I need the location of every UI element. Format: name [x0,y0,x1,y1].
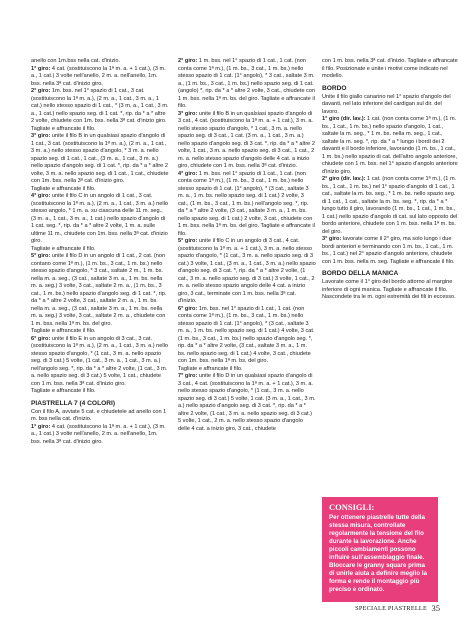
paragraph [322,236,460,266]
paragraph-text: anello con 1m.bss nella cat. d'inizio. [31,58,121,64]
section-label: SPECIALE PIASTRELLE [355,605,427,612]
page-footer [355,603,440,617]
paragraph-text: Tagliate e affrancate il filo. [31,185,96,192]
section-heading: PIASTRELLA 7 (4 COLORI) [31,399,116,407]
round-label: 5° giro: [178,238,198,244]
paragraph [31,246,169,254]
paragraph-text: 1m. bss. nel 1° spazio di 1 cat., 3 cat. (sostituiscono la 1ª m. a.), (2 m. a., 1 cat., 3 m. a., 1 cat.) nello stesso spazio di 1 cat., * (3 m. a., 1 cat., 3 m. a., 1 cat.) nello spazio seg. di 1 cat. *, rip. da * a * altre 2 volte, chiudete con 1m. bss. nella 3ª cat. d'inizio giro. [31,88,169,124]
tips-title: CONSIGLI: [329,502,375,512]
paragraph-text: unite il filo D in un qualsiasi spazio d'angolo di 3 cat., 4 cat. (sostituiscono la 1ª m. a. + 1 cat.), 3 m. a. nello stesso spazio d'angolo, * (1 cat., 3 m. a. nello spazio seg. di 3 cat.) 5 volte, 1 cat. (3 m. a., 1 cat., 3 m. a.) nello spazio d'angolo seg. di 3 cat. *, rip. da * a * altre 2 volte, (1 cat., 3 m. a. nello spazio seg. di 3 cat.) 5 volte, 1 cat., 2 m. a. nello stesso spazio d'angolo delle 4 cat. a inizio giro, 3 cat., chiudete [178,373,316,432]
paragraph [178,111,316,171]
paragraph [31,88,169,126]
round-label: 6° giro: [178,305,198,312]
text-column-3 [322,58,460,302]
round-label: 1° giro: [31,423,51,430]
paragraph [31,336,169,389]
paragraph-text: 1 m. bss. nel 1° spazio di 1 cat., 1 cat. (non conta come 1ª m.), (1 m. bs., 3 cat., 1 m. bs.) nello stesso spazio di 1 cat. (1° angolo), * 3 cat., saltate 3 m. a., (1 m. bs., 3 cat., 1 m. bs.) nello spazio seg. di 1 cat. (angolo) *, rip. da * a * altre 2 volte, 3 cat., chiudete con 1 m. bss. nella 1ª m. bs. del giro. Tagliate e affrancate il filo. [178,58,316,109]
round-label: 3° giro: [178,110,198,117]
paragraph-text: Tagliate e affrancate il filo. [178,365,243,372]
paragraph [178,238,316,306]
round-label: 3° giro: [322,236,342,242]
paragraph [31,133,169,186]
round-label: 6° giro: [31,335,51,342]
section-heading: BORDO [322,84,347,92]
paragraph-text: unite il filo C in un angolo di 3 cat., 4 cat. (sostituiscono la 1ª m. a. + 1 cat.), 3 m. a. nello stesso spazio d'angolo, * (1 cat., 3 m. a. nello spazio seg. di 3 cat.) 3 volte, 1 cat., (3 m. a., 1 cat., 3 m. a.) nello spazio d'angolo seg. di 3 cat. *, rip. da * a * altre 2 volte, (1 cat., 3 m. a. nello spazio seg. di 3 cat.) 3 volte, 1 cat., 2 m. a. nello stesso spazio angolo delle 4 cat. a inizio giro, 3 cat., terminate con 1 m. bss. nella 3ª cat. d'inizio. [178,238,316,304]
paragraph-text: Tagliate e affrancate il filo. [31,388,96,394]
paragraph-text: 1 cat. (non conta come 1ª m.), (1 m. bs., 1 cat., 1 m. bs.) nel 1° spazio d'angolo di 1 cat., 1 cat., saltate la m. bs. seg., * 1 m. bs. nello spazio seg. di 1 cat., 1 cat., saltate la m. bs. seg. *, rip. da * a * lungo tutto il giro, lavorando (1 m. bs., 1 cat., 1 m. bs., 1 cat.) nello spazio d'angolo di cat. sul lato opposto del bordo anteriore, chiudete con 1 m. bss. nella 1ª m. bs. del giro. [322,176,458,235]
paragraph-text: 4 cat. (sostituiscono la 1ª m. a. + 1 cat.), (3 m. a., 1 cat.) 3 volte nell'anello, 2 m. a. nell'anello, 1m. bss. nella 3ª cat. d'inizio giro. [31,423,166,445]
paragraph [31,388,169,396]
paragraph [322,279,460,302]
paragraph-text: 1 m. bss. nel 1° spazio di 1 cat., 1 cat. (non conta come 1ª m.), (1 m. bs., 3 cat., 1 m. bs.) nello stesso spazio di 1 cat. (1° angolo), * (3 cat., saltate 3 m. a., 1 m. bs. nello spazio seg. di 1 cat.) 2 volte, 3 cat., (1 m. bs., 3 cat., 1 m. bs.) nell'angolo seg. *, rip. da * a * altre 2 volte, (3 cat., saltate 3 m. a., 1 m. bs. nello spazio seg. di 1 cat.) 2 volte, 3 cat., chiudete con 1 m. bss. nella 1ª m. bs. del giro. Tagliate e affrancate il filo. [178,170,315,237]
round-label: 1° giro (dir. lav.): [322,116,366,122]
paragraph [178,58,316,111]
paragraph [322,176,460,236]
paragraph-text: lavorate come il 2° giro, ma solo lungo i due bordi anteriori e terminando con 1 m. bs., 1 cat., 1 m. bs., 1 cat.) nel 2° spazio d'angolo anteriore, chiudete con 1 m. bss. nella m. seg. Tagliate e affrancate il filo. [322,236,455,265]
paragraph [31,58,169,66]
paragraph [178,171,316,239]
round-label: 5° giro: [31,253,51,259]
paragraph-text: Lavorate come il 1° giro del bordo attorno al margine inferiore di ogni manica. Tagliate e affrancate il filo. Nascondete tra le m. ogni estremità dei fili in eccesso. [322,279,456,300]
text-column-2 [178,58,316,433]
paragraph [322,116,460,176]
paragraph [31,253,169,328]
paragraph [31,409,169,424]
section-heading: BORDO DELLA MANICA [322,270,399,277]
paragraph [178,366,316,374]
paragraph-text: Unite il filo giallo canarino nel 1° spazio d'angolo del davanti, nel lato inferiore del cardigan sul dir. del lavoro. [322,93,451,115]
paragraph-text: 4 cat. (sostituiscono la 1ª m. a. + 1 cat.), (3 m. a., 1 cat.) 3 volte nell'anello, 2 m. a. nell'anello, 1m. bss. nella 3ª cat. d'inizio giro. [31,65,166,87]
round-label: 4° giro: [31,193,51,199]
paragraph [178,373,316,433]
round-label: 2° giro: [178,58,198,64]
round-label: 7° giro: [178,373,198,379]
paragraph [322,58,460,81]
paragraph-text: Con il filo A, avviate 5 cat. e chiudetele ad anello con 1 m. bss nella cat. d'inizio. [31,408,167,422]
round-label: 1° giro: [31,65,51,72]
paragraph-text: unite il filo D in un angolo di 1 cat., 2 cat. (non contano come 1ª m.), (1 m. bs., 3 cat., 1 m. bs.) nello stesso spazio d'angolo, * 3 cat., saltate 2 m., 1 m. bs. nella m. a. seg., (3 cat., saltate 3 m. a., 1 m. bs. nella m. a. seg.) 3 volte, 3 cat., saltate 2 m. a., (1 m. bs., 3 cat., 1 m. bs.) nello spazio d'angolo seg. di 1 cat. *, rip. da * a * altre 2 volte, 3 cat., saltate 2 m. a., 1 m. bs. nella m. a. seg., (3 cat., saltate 3 m. a., 1 m. bs. nella m. a. seg.) 3 volte, 3 cat., saltate 2 m. a., chiudete con 1 m. bss. nella 1ª m. bs. del giro. [31,253,167,327]
round-label: 4° giro: [178,170,198,177]
paragraph-text: Tagliate e affrancate il filo. [31,328,96,334]
paragraph-text: unite il filo B in un qualsiasi spazio d'angolo di 1 cat., 3 cat. (sostituiscono la 1ª m. a.), (2 m. a., 1 cat., 3 m. a.) nello stesso spazio d'angolo, * 3 m. a. nello spazio seg. di 1 cat., 1 cat., (3 m. a., 1 cat., 3 m. a.) nello spazio d'angolo seg. di 1 cat. *, rip. da * a * altre 2 volte, 3 m. a. nello spazio seg. di 1 cat., 1 cat., chiudete con 1m. bss. nella 3ª cat. d'inizio giro. [31,133,169,184]
tips-text: Per ottenere piastrelle tutte della stessa misura, controllate regolarmente la tensione del filo durante la lavorazione. Anche piccoli cambiamenti possono influire sull'assemblaggio finale. Bloccare le granny square prima di unirle aiuta a definire meglio la forma e rende il montaggio più preciso e ordinato. [329,514,427,593]
paragraph-text: con 1 m. bss. nella 3ª cat. d'inizio. Tagliate e affrancate il filo. Posizionate e unite i motivi come indicato nel modello. [322,58,458,79]
paragraph-text: unite il filo B in un qualsiasi spazio d'angolo di 3 cat., 4 cat. (sostituiscono la 1ª m. a. + 1 cat.), 3 m. a. nello stesso spazio d'angolo, * 1 cat., 3 m. a. nello spazio seg. di 3 cat., 1 cat. (3 m. a., 1 cat., 3 m. a.) nello spazio d'angolo seg. di 3 cat. *, rip. da * a * altre 2 volte, 1 cat., 3 m. a. nello spazio seg. di 3 cat., 1 cat., 2 m. a. nello stesso spazio d'angolo delle 4 cat. a inizio giro, chiudete con 1 m. bss. nella 3ª cat. d'inizio. [178,110,315,169]
paragraph [31,193,169,246]
round-label: 2° giro: [31,88,51,94]
paragraph-text: unite il filo C in un angolo di 1 cat., 3 cat. (sostituiscono la 1ª m. a.), (2 m. a., 1 cat., 3 m. a.) nello stesso angolo, * 1 m. a. su ciascuna delle 11 m. seg., (3 m. a., 1 cat., 3 m. a., 1 cat.) nello spazio d'angolo di 1 cat. seg. *, rip. da * a * altre 2 volte, 1 m. a. sulle ultime 11 m., chiudete con 1m. bss. nella 3ª cat. d'inizio giro. [31,193,168,244]
paragraph-text: Tagliate e affrancate il filo. [31,245,96,252]
paragraph [31,66,169,89]
round-label: 2° giro (dir. lav.): [322,176,366,182]
paragraph [31,328,169,336]
paragraph-text: 1 cat. (non conta come 1ª m.), (1 m. bs., 1 cat., 1 m. bs.) nello spazio d'angolo, 1 cat., saltate la m. seg., * 1 m. bs. nella m. seg., 1 cat., saltate la m. seg. *, rip. da * a * lungo i bordi dei 2 davanti e il bordo inferiore, lavorando (1 m. bs., 1 cat., 1 m. bs.) nello spazio di cat. dell'altro angolo anteriore, chiudete con 1 m. bss. nel 1° spazio d'angolo anteriore d'inizio giro. [322,116,458,175]
paragraph [322,94,460,117]
tips-box [322,497,438,602]
paragraph-text: 1m. bss. nel 1° spazio di 1 cat., 1 cat. (non conta come 1ª m.), (1 m. bs., 3 cat., 1 m. bs.) nello stesso spazio di 1 cat. (1° angolo), * (3 cat., saltate 3 m. a., 1 m. bs. nello spazio seg. di 1 cat.) 4 volte, 3 cat. (1 m. bs., 3 cat., 1 m. bs.) nello spazio d'angolo seg. *, rip. da * a * altre 2 volte, (3 cat., saltate 3 m. a., 1 m. bs. nello spazio seg. di 1 cat.) 4 volte, 3 cat., chiudete con 1m. bss. nella 1ª m. bs. del giro. [178,305,315,364]
paragraph-text: Tagliate e affrancate il filo. [31,125,96,132]
paragraph [31,126,169,134]
page-number: 35 [431,603,440,613]
paragraph-text: unite il filo E in un angolo di 3 cat., 3 cat. (sostituiscono la 1ª m. a.), (2 m. a., 1 cat., 3 m. a.) nello stesso spazio d'angolo, * (1 cat., 3 m. a. nello spazio seg. di 3 cat.) 5 volte, (1 cat., 3 m. a., 1 cat., 3 m. a.) nell'angolo seg. *, rip. da * a * altre 2 volte, (1 cat., 3 m. a. nello spazio seg. di 3 cat.) 5 volte, 1 cat., chiudete con 1 m. bss. nella 3ª cat. d'inizio giro. [31,335,168,387]
round-label: 3° giro: [31,133,51,139]
paragraph [31,186,169,194]
paragraph [178,306,316,366]
paragraph [31,424,169,447]
text-column-1 [31,58,169,446]
